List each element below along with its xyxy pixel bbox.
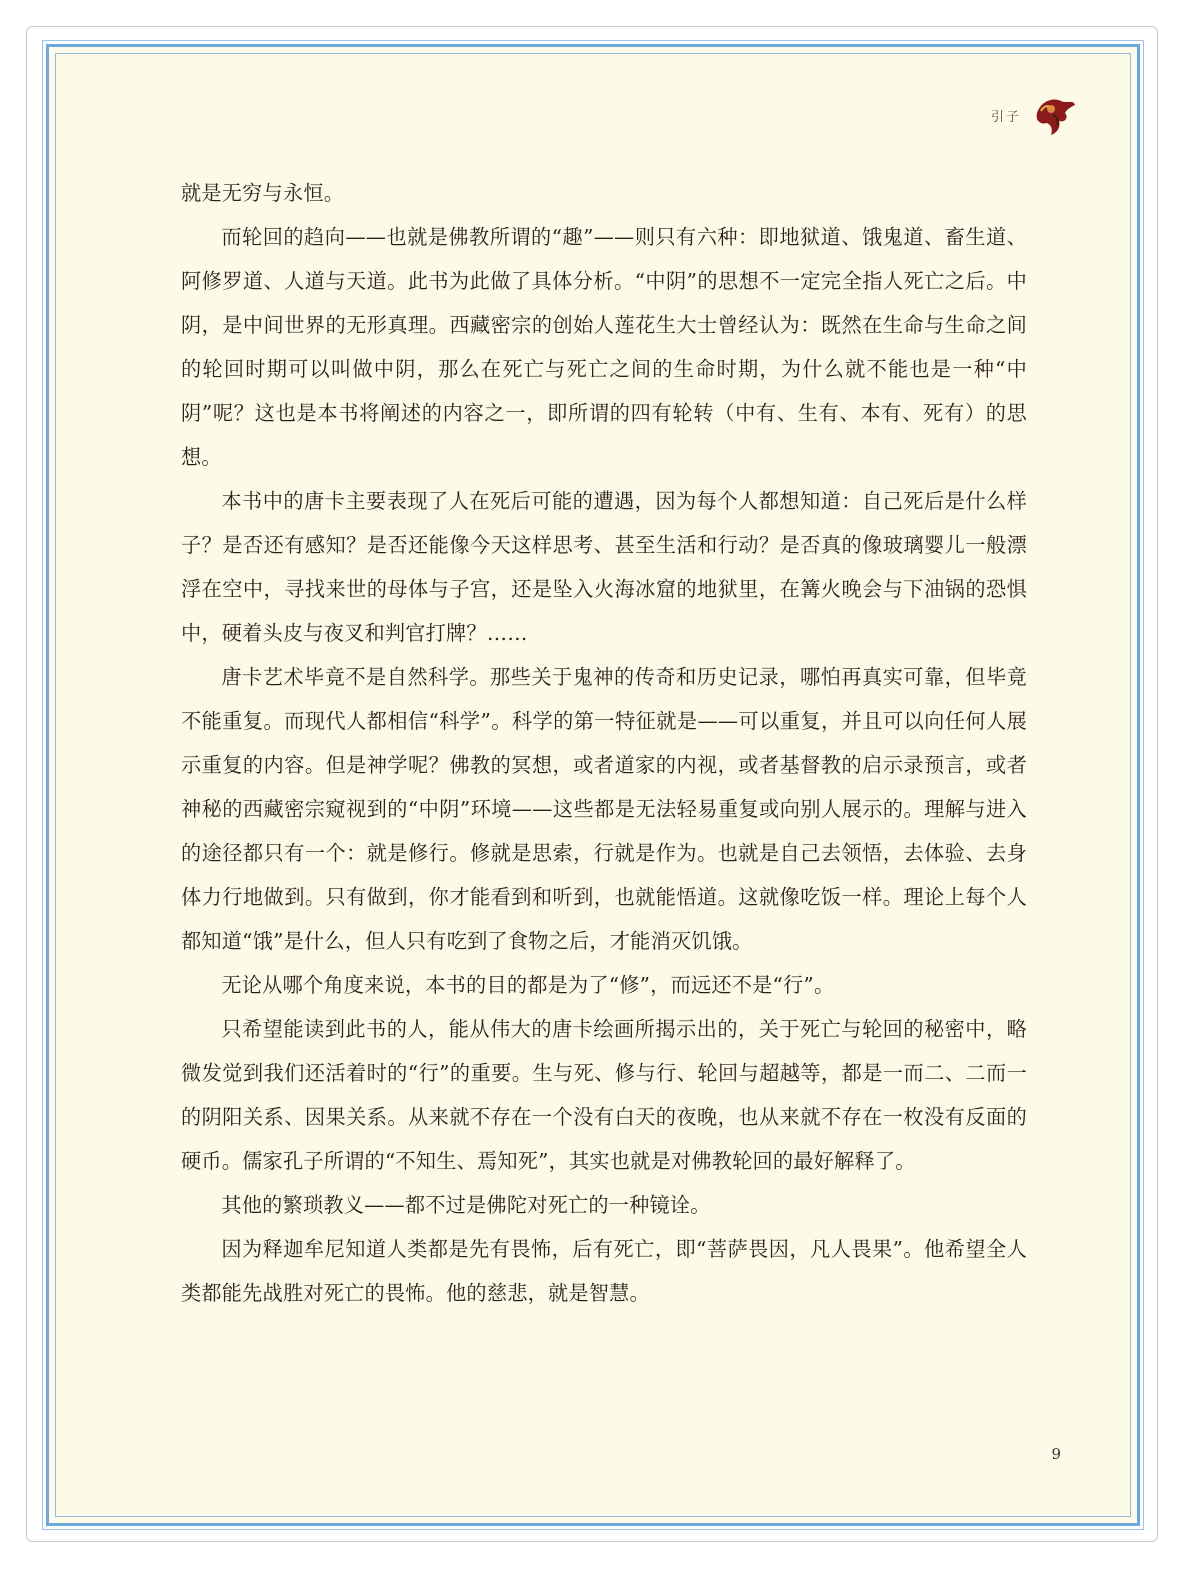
paragraph: 唐卡艺术毕竟不是自然科学。那些关于鬼神的传奇和历史记录，哪怕再真实可靠，但毕竟不能重复。而现代人都相信“科学”。科学的第一特征就是——可以重复，并且可以向任何人展示重复的内容。但是神学呢？佛教的冥想，或者道家的内视，或者基督教的启示录预言，或者神秘的西藏密宗窥视到的“中阴”环境——这些都是无法轻易重复或向别人展示的。理解与进入的途径都只有一个：就是修行。修就是思索，行就是作为。也就是自己去领悟，去体验、去身体力行地做到。只有做到，你才能看到和听到，也就能悟道。这就像吃饭一样。理论上每个人都知道“饿”是什么，但人只有吃到了食物之后，才能消灭饥饿。 xyxy=(181,665,1027,953)
page-border xyxy=(46,44,1140,1526)
paragraph: 而轮回的趋向——也就是佛教所谓的“趣”——则只有六种：即地狱道、饿鬼道、畜生道、阿修罗道、人道与天道。此书为此做了具体分析。“中阴”的思想不一定完全指人死亡之后。中阴，是中间世界的无形真理。西藏密宗的创始人莲花生大士曾经认为：既然在生命与生命之间的轮回时期可以叫做中阴，那么在死亡与死亡之间的生命时期，为什么就不能也是一种“中阴”呢？这也是本书将阐述的内容之一，即所谓的四有轮转（中有、生有、本有、死有）的思想。 xyxy=(181,225,1027,469)
flying-figure-ornament-icon xyxy=(1031,91,1079,139)
paragraph: 无论从哪个角度来说，本书的目的都是为了“修”，而远还不是“行”。 xyxy=(221,973,835,997)
body-text xyxy=(181,171,1027,1315)
running-head: 引子 xyxy=(990,109,1021,125)
page-header xyxy=(991,91,1079,139)
paragraph: 因为释迦牟尼知道人类都是先有畏怖，后有死亡，即“菩萨畏因，凡人畏果”。他希望全人类都能先战胜对死亡的畏怖。他的慈悲，就是智慧。 xyxy=(181,1237,1027,1305)
paragraph: 就是无穷与永恒。 xyxy=(181,181,345,205)
paragraph: 本书中的唐卡主要表现了人在死后可能的遭遇，因为每个人都想知道：自己死后是什么样子？是否还有感知？是否还能像今天这样思考、甚至生活和行动？是否真的像玻璃婴儿一般漂浮在空中，寻找来世的母体与子宫，还是坠入火海冰窟的地狱里，在篝火晚会与下油锅的恐惧中，硬着头皮与夜叉和判官打牌？…… xyxy=(181,489,1027,645)
paragraph: 只希望能读到此书的人，能从伟大的唐卡绘画所揭示出的，关于死亡与轮回的秘密中，略微发觉到我们还活着时的“行”的重要。生与死、修与行、轮回与超越等，都是一而二、二而一的阴阳关系、因果关系。从来就不存在一个没有白天的夜晚，也从来就不存在一枚没有反面的硬币。儒家孔子所谓的“不知生、焉知死”，其实也就是对佛教轮回的最好解释了。 xyxy=(181,1017,1027,1173)
paragraph: 其他的繁琐教义——都不过是佛陀对死亡的一种镜诠。 xyxy=(221,1193,711,1217)
page-number: 9 xyxy=(1051,1445,1061,1463)
